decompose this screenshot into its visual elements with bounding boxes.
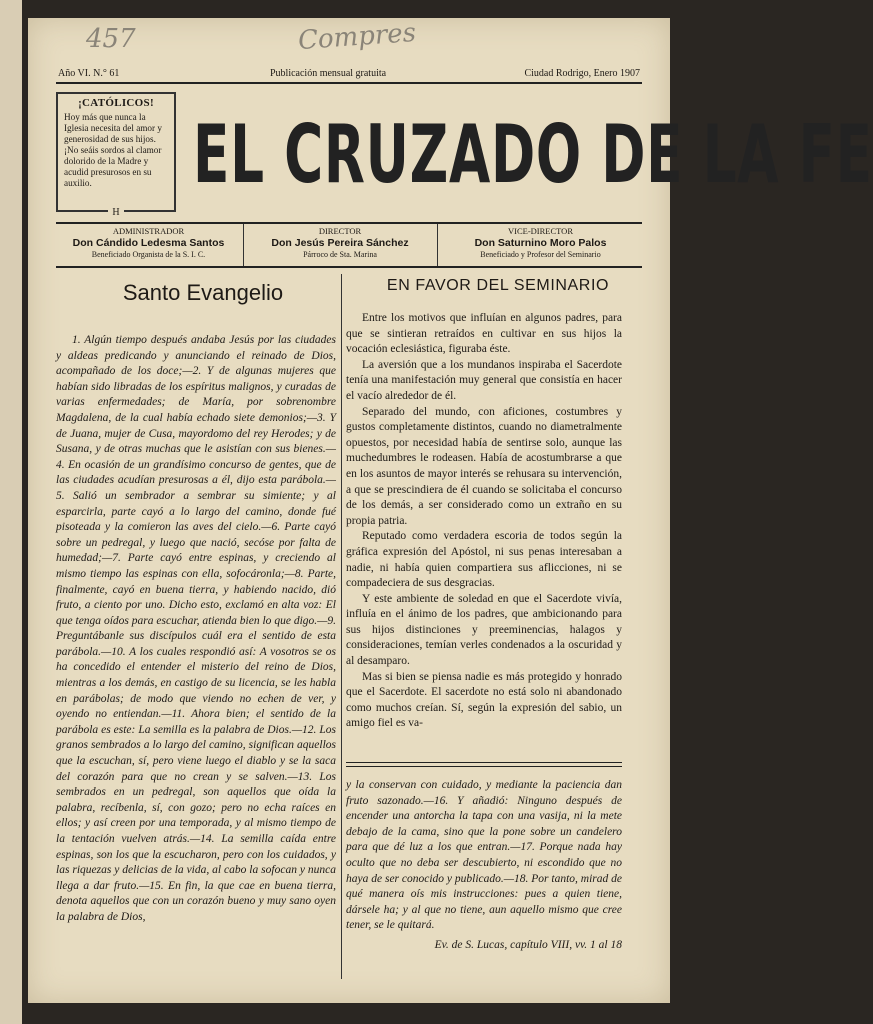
box-mark: H bbox=[108, 207, 124, 218]
continuation-text: y la conservan con cuidado, y mediante la paciencia dan fruto sazonado.—16. Y añadió: Ninguno después de encender una antorcha la tapa con una vasija, ni la mete debajo de la cama, sino que la pone sobre un candelero para que dé luz a los que entran.—17. Porque nada hay oculto que no deba ser descubierto, ni escondido que no haya de ser conocido y publicado.—18. Por tanto, mirad de qué manera oís mis instrucciones: pues a quien tiene, dársele ha; y al que no tiene, aun aquello mismo que cree tener, se le quitará. bbox=[346, 779, 622, 932]
issue-number: Año VI. N.° 61 bbox=[58, 68, 120, 79]
box-title: ¡CATÓLICOS! bbox=[78, 97, 154, 109]
staff-role: DIRECTOR bbox=[318, 226, 362, 236]
staff-note: Beneficiado Organista de la S. I. C. bbox=[91, 250, 206, 259]
right-article-body bbox=[346, 311, 622, 732]
masthead-title: EL CRUZADO DE LA FE bbox=[193, 108, 873, 201]
gospel-citation: Ev. de S. Lucas, capítulo VIII, vv. 1 al 18 bbox=[434, 938, 622, 951]
column-divider bbox=[341, 274, 342, 979]
right-article-heading: EN FAVOR DEL SEMINARIO bbox=[386, 277, 610, 294]
manuscript-number: 457 bbox=[86, 24, 136, 54]
staff-note: Beneficiado y Profesor del Seminario bbox=[480, 250, 601, 259]
info-bar bbox=[58, 68, 640, 82]
staff-role: VICE-DIRECTOR bbox=[507, 226, 573, 236]
staff-rule-top bbox=[56, 222, 642, 224]
left-article-body bbox=[56, 333, 336, 926]
adjacent-page-edge bbox=[0, 0, 22, 1024]
staff-note: Párroco de Sta. Marina bbox=[303, 250, 377, 259]
continuation-rule bbox=[346, 766, 622, 767]
catolicos-box bbox=[56, 92, 176, 218]
staff-name: Don Saturnino Moro Palos bbox=[474, 237, 607, 249]
staff-divider bbox=[243, 224, 244, 266]
paragraph: Separado del mundo, con aficiones, costumbres y gustos completamente distintos, cuando no diametralmente opuestos, por necesidad había de sentirse solo, aunque las muchedumbres le rodeasen. Había de acostumbrarse a que en los asuntos de mayor interés se rehusara su intervención, a que se prescindiera de él cuando se solicitaba el concurso de los demás, a ser considerado como un extraño en su propia patria. bbox=[346, 405, 622, 527]
paragraph: La aversión que a los mundanos inspiraba el Sacerdote tenía una manifestación muy general que consistía en hacer el vacío alrededor de él. bbox=[346, 358, 622, 402]
header-rule-top bbox=[56, 82, 642, 84]
paragraph: Entre los motivos que influían en algunos padres, para que se sintieran retraídos en cultivar en sus hijos la vocación eclesiástica, figuraba éste. bbox=[346, 312, 622, 356]
newspaper-page bbox=[28, 17, 873, 1003]
paragraph: Y este ambiente de soledad en que el Sacerdote vivía, influía en el ánimo de los padres, que ambicionando para sus hijos distinciones y preeminencias, halagos y consideraciones, temían verles condenados a la oscuridad y al desamparo. bbox=[346, 592, 622, 668]
staff-rule-bottom bbox=[56, 266, 642, 268]
box-text: Hoy más que nunca la Iglesia necesita del amor y generosidad de sus hijos. ¡No seáis sordos al clamor dolorido de la Madre y acudid presurosos en su auxilio. bbox=[64, 112, 162, 188]
left-article-text: 1. Algún tiempo después andaba Jesús por las ciudades y aldeas predicando y anunciando el reinado de Dios, acompañado de los doce;—2. Y de algunas mujeres que habían sido libradas de los espíritus malignos, y curadas de varias enfermedades; de María, por sobrenombre Magdalena, de la cual había echado siete demonios;—3. Y de Juana, mujer de Cusa, mayordomo del rey Herodes; y de Susana, y de otras muchas que le asistían con sus bienes.—4. En ocasión de un grandísimo concurso de gentes, que de las ciudades acudían presurosas a él, dijo esta parábola.—5. Salió un sembrador a sembrar su simiente; y al esparcirla, parte cayó a lo largo del camino, donde fué pisoteada y la comieron las aves del cielo.—6. Parte cayó sobre un pedregal, y luego que nació, secóse por falta de humedad;—7. Parte cayó entre espinas, y creciendo al mismo tiempo las espinas con ella, sofocáronla;—8. Parte, finalmente, cayó en buena tierra, y habiendo nacido, dió fruto, a ciento por uno. Dicho esto, exclamó en alta voz: El que tenga oídos para escuchar, atienda bien lo que digo.—9. Preguntábanle sus discípulos cuál era el sentido de esta parábola.—10. A los cuales respondió así: A vosotros se os ha concedido el entender el misterio del reino de Dios, mientras a los demás, en castigo de su licencia, se les habla en parábolas; de modo que viendo no echen de ver, y oyendo no entiendan.—11. Ahora bien; el sentido de la parábola es este: La semilla es la palabra de Dios.—12. Los granos sembrados a lo largo del camino, significan aquellos que la escuchan, sí, pero viene luego el diablo y se la saca del corazón para que no crean y se salven.—13. Los sembrados en un pedregal, son aquellos que oída la palabra, recíbenla, sí, con gozo; pero no echa raíces en ellos; y así creen por una temporada, y al mismo tiempo de la tentación vuelven atrás.—14. La semilla caída entre espinas, son los que la escucharon, pero con los cuidados, y las riquezas y delicias de la vida, al cabo la sofocan y nunca llega a dar fruto.—15. En fin, la que cae en buena tierra, denota aquellos que con un corazón bueno y muy sano oyen la palabra de Dios, bbox=[56, 334, 336, 923]
manuscript-note: Compres bbox=[297, 17, 417, 57]
publication-type: Publicación mensual gratuita bbox=[270, 68, 387, 79]
place-date: Ciudad Rodrigo, Enero 1907 bbox=[524, 68, 640, 79]
staff-name: Don Jesús Pereira Sánchez bbox=[271, 237, 409, 249]
continuation-body bbox=[346, 778, 622, 954]
staff-divider bbox=[437, 224, 438, 266]
staff-role: ADMINISTRADOR bbox=[112, 226, 185, 236]
left-article-heading: Santo Evangelio bbox=[122, 280, 284, 305]
paragraph: Reputado como verdadera escoria de todos según la gráfica expresión del Apóstol, ni sus penas interesaban a nadie, ni había quien compartiera sus aflicciones, ni se compadeciera de sus desgracias. bbox=[346, 530, 622, 590]
staff-director bbox=[245, 226, 435, 266]
staff-vice-director bbox=[439, 226, 642, 266]
staff-administrator bbox=[56, 226, 241, 266]
staff-name: Don Cándido Ledesma Santos bbox=[72, 237, 225, 249]
paragraph: Mas si bien se piensa nadie es más protegido y honrado que el Sacerdote. El sacerdote no está solo ni abandonado como muchos creían. Sí, según la expresión del sabio, un amigo fiel es va- bbox=[346, 670, 622, 730]
continuation-rule bbox=[346, 762, 622, 763]
